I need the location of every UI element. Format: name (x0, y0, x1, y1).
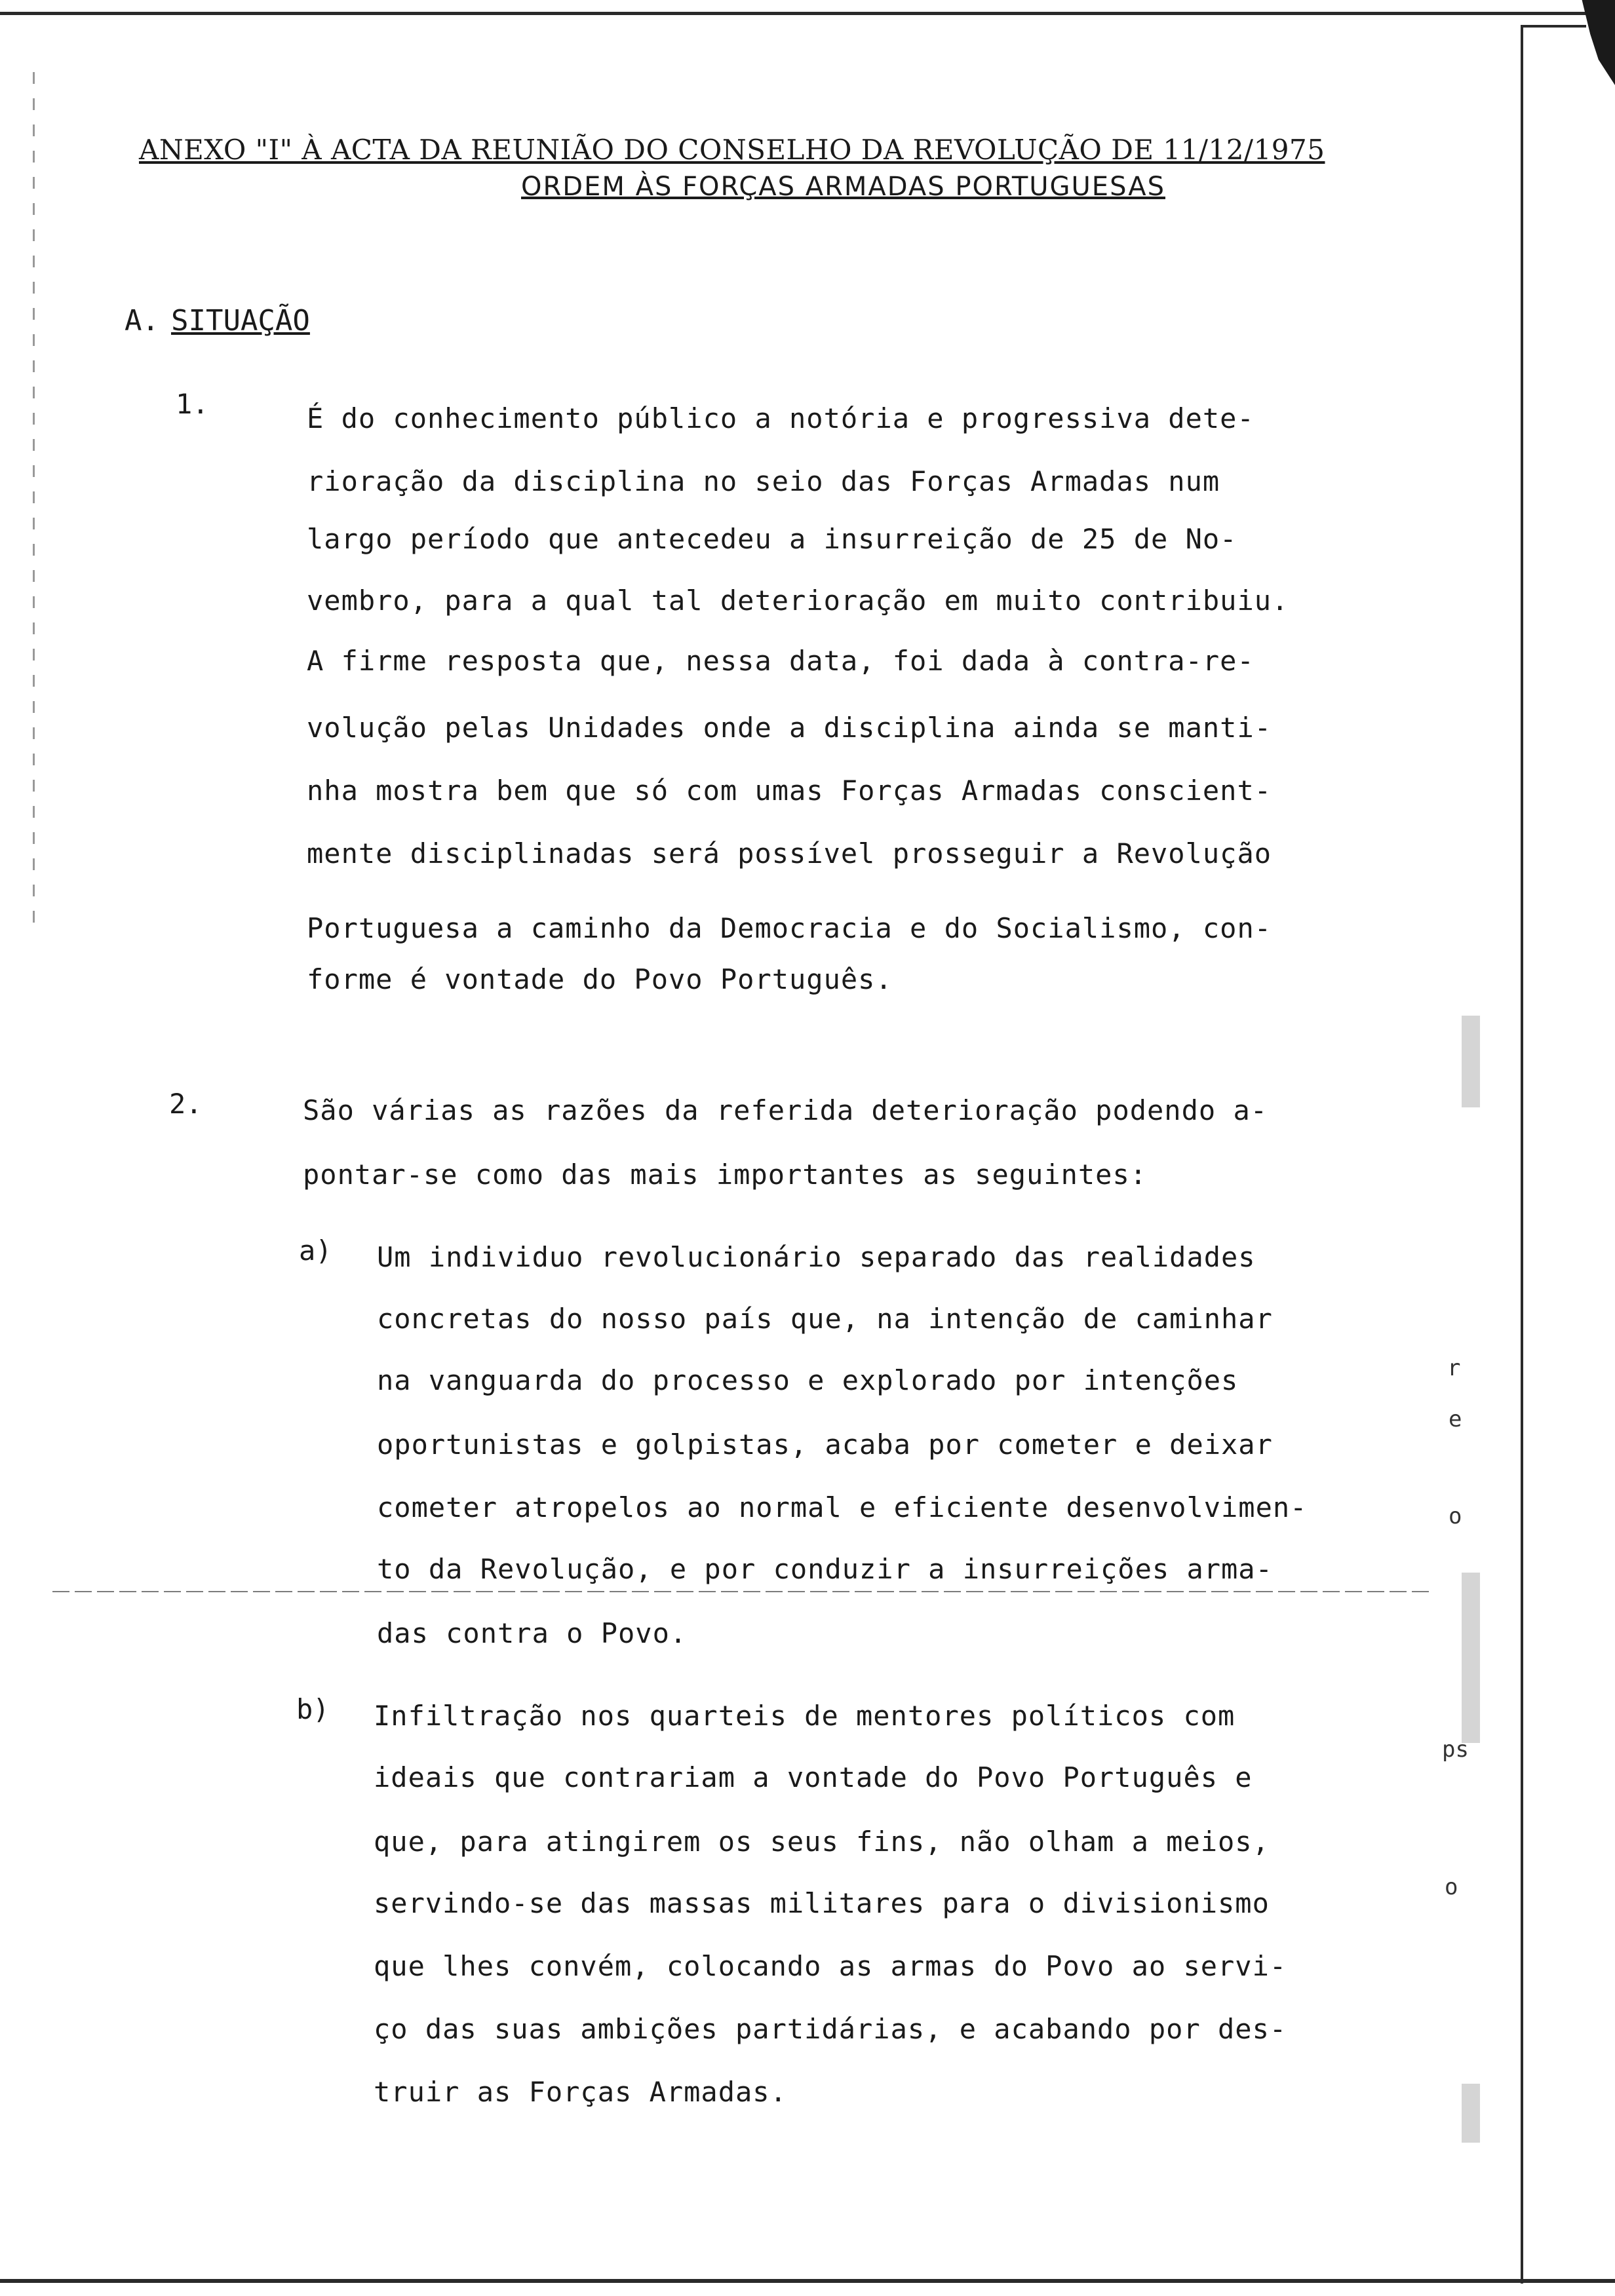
item-line: na vanguarda do processo e explorado por intenções (377, 1364, 1239, 1396)
item-label: a) (299, 1234, 332, 1267)
item-line: ço das suas ambições partidárias, e acabando por des- (374, 2013, 1287, 2045)
item-line: oportunistas e golpistas, acaba por cometer e deixar (377, 1428, 1273, 1461)
item-label: b) (296, 1693, 330, 1725)
margin-fragment: r (1447, 1355, 1461, 1381)
item-line: das contra o Povo. (377, 1617, 688, 1649)
paragraph-number: 1. (176, 388, 209, 420)
paragraph-line: É do conhecimento público a notória e progressiva dete- (307, 402, 1255, 434)
section-letter: A. (125, 304, 159, 337)
paragraph-line: A firme resposta que, nessa data, foi dada à contra-re- (307, 645, 1255, 677)
paragraph-line: nha mostra bem que só com umas Forças Armadas conscient- (307, 775, 1272, 807)
page-edge-top-right (1521, 25, 1586, 28)
item-line: servindo-se das massas militares para o divisionismo (374, 1887, 1270, 1919)
paragraph-line: forme é vontade do Povo Português. (307, 963, 893, 995)
paragraph-line: rioração da disciplina no seio das Forças Armadas num (307, 465, 1220, 497)
item-line: Um individuo revolucionário separado das realidades (377, 1241, 1256, 1273)
margin-fragment: ps (1442, 1736, 1469, 1763)
horizontal-rule (52, 1591, 1429, 1592)
paragraph-number: 2. (169, 1088, 203, 1120)
paragraph-line: São várias as razões da referida deterioração podendo a- (303, 1094, 1268, 1126)
page-edge-left (33, 72, 35, 924)
scan-noise (1462, 1016, 1480, 1107)
paragraph-line: pontar-se como das mais importantes as seguintes: (303, 1158, 1148, 1191)
document-subtitle: ORDEM ÀS FORÇAS ARMADAS PORTUGUESAS (521, 172, 1165, 202)
item-line: to da Revolução, e por conduzir a insurreições arma- (377, 1553, 1273, 1585)
item-line: concretas do nosso país que, na intenção de caminhar (377, 1303, 1273, 1335)
paragraph-line: mente disciplinadas será possível prosseguir a Revolução (307, 837, 1272, 870)
page-edge-bottom (0, 2279, 1615, 2283)
page-edge-right (1521, 26, 1523, 2284)
item-line: que, para atingirem os seus fins, não olham a meios, (374, 1826, 1270, 1858)
margin-fragment: o (1445, 1874, 1458, 1900)
page-edge-top (0, 12, 1615, 15)
paragraph-line: Portuguesa a caminho da Democracia e do Socialismo, con- (307, 912, 1272, 944)
item-line: ideais que contrariam a vontade do Povo Português e (374, 1761, 1253, 1793)
section-title: SITUAÇÃO (170, 304, 310, 337)
item-line: truir as Forças Armadas. (374, 2076, 787, 2108)
section-heading (125, 304, 310, 337)
document-title: ANEXO "I" À ACTA DA REUNIÃO DO CONSELHO DA REVOLUÇÃO DE 11/12/1975 (139, 134, 1325, 166)
item-line: cometer atropelos ao normal e eficiente desenvolvimen- (377, 1491, 1308, 1523)
item-line: Infiltração nos quarteis de mentores políticos com (374, 1700, 1236, 1732)
margin-fragment: e (1449, 1406, 1462, 1432)
scan-noise (1462, 2084, 1480, 2143)
scan-noise (1462, 1573, 1480, 1743)
paragraph-line: vembro, para a qual tal deterioração em muito contribuiu. (307, 584, 1289, 617)
item-line: que lhes convém, colocando as armas do Povo ao servi- (374, 1950, 1287, 1982)
paragraph-line: largo período que antecedeu a insurreição de 25 de No- (307, 523, 1237, 555)
margin-fragment: o (1449, 1503, 1462, 1529)
paragraph-line: volução pelas Unidades onde a disciplina ainda se manti- (307, 712, 1272, 744)
